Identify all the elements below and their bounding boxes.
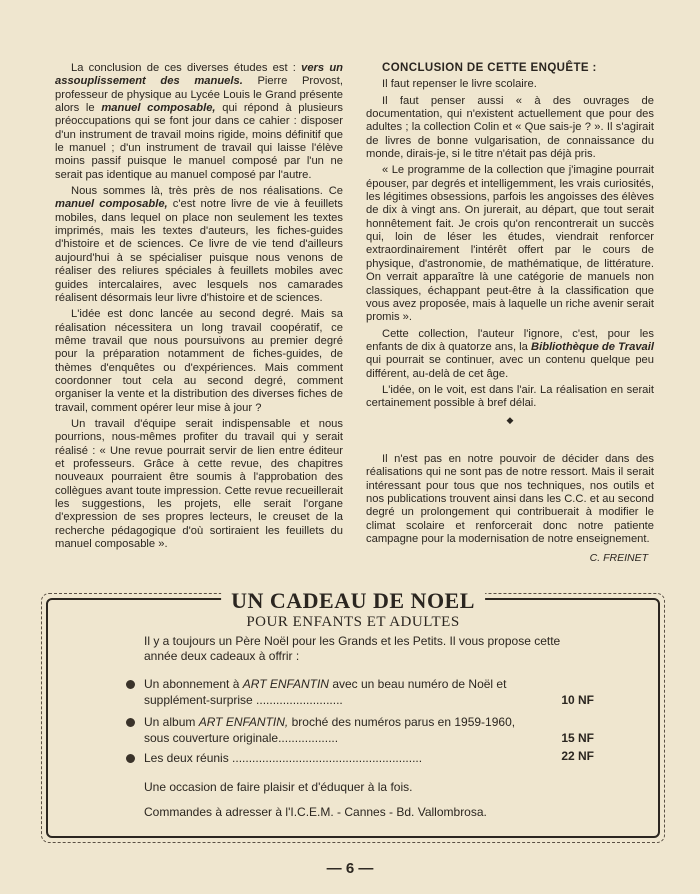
paragraph: L'idée est donc lancée au second degré. Mais sa réalisation nécessitera un long travail coopératif, ce même travail que nous poursuivons au premier degré pour la préparation notamment de fiches-guides, de thèmes d'enquêtes ou d'expériences. Mais comment coordonner tout cela au second degré, comment organiser la vente et la distribution des diverses fiches de travail, comment opérer leur mise à jour ? <box>55 308 343 414</box>
paragraph: Cette collection, l'auteur l'ignore, c'est, pour les enfants de dix à quatorze ans, la Bibliothèque de Travail qui pourrait se continuer, avec un contenu quelque peu différent, au-delà de cet âge. <box>366 327 654 380</box>
right-column <box>366 62 654 566</box>
signature: C. FREINET <box>589 552 648 565</box>
paragraph: Il n'est pas en notre pouvoir de décider dans des réalisations qui ne sont pas de notre ressort. Mais il serait intéressant pour tous que nos techniques, nos outils et nos publications trouvent ainsi dans les C.C. et au second degré un prolongement qui contribuerait à modifier le climat scolaire et renforcerait donc notre patiente campagne pour la modernisation de notre enseignement. <box>366 452 654 545</box>
paragraph: Il faut penser aussi « à des ouvrages de documentation, qui n'existent actuellement que pour des adultes ; la collection Colin et « Que sais-je ? ». Il s'agirait de livres de bonne vulgarisation, de connaissance du monde, dirais-je, si le titre n'était pas déjà pris. <box>366 94 654 161</box>
paragraph: L'idée, on le voit, est dans l'air. La réalisation en serait certainement possible à bref délai. <box>366 383 654 410</box>
bullet-icon <box>126 680 135 689</box>
box-intro: Il y a toujours un Père Noël pour les Grands et les Petits. Il vous propose cette année deux cadeaux à offrir : <box>144 634 561 663</box>
box-title: UN CADEAU DE NOEL <box>221 588 485 614</box>
paragraph: Nous sommes là, très près de nos réalisations. Ce manuel composable, c'est notre livre de vie à feuillets mobiles, dans lequel on place non seulement les textes imprimés, mais les textes d'auteurs, les fiches-guides d'histoire et de sciences. Ce livre de vie tend d'ailleurs aujourd'hui à se spécialiser puisque nous venons de réaliser des reliures spéciales à feuillets mobiles avec guides intercalaires, avec lesquels nos camarades réalisent désormais leur livre d'histoire et de sciences. <box>55 185 343 304</box>
price: 15 NF <box>561 731 594 745</box>
section-heading: CONCLUSION DE CETTE ENQUÊTE : <box>382 62 597 74</box>
gift-announcement-box <box>46 588 660 838</box>
paragraph: « Le programme de la collection que j'imagine pourrait épouser, par degrés et intelligemment, les vrais curiosités, les légitimes obsessions, parfois les angoisses des élèves de dix à vingt ans. On jurerait, au départ, que tout serait honnêtement fait. Je crois qu'on rencontrerait un succès qui, loin de léser les études, viendrait renforcer extraordinairement l'intérêt offert par le cours de physique, d'astronomie, de mathématique, de littérature. On verrait apparaître là une catégorie de manuels non classiques, échappant peut-être à la classification que vous avez proposée, mais à laquelle un riche avenir serait promis ». <box>366 164 654 324</box>
left-column <box>55 62 343 554</box>
price: 22 NF <box>561 749 594 763</box>
bullet-icon <box>126 754 135 763</box>
box-subtitle: POUR ENFANTS ET ADULTES <box>246 614 460 630</box>
offer-item: Un album ART ENFANTIN, broché des numéros parus en 1959-1960, sous couverture originale.................. 15 NF <box>144 714 604 746</box>
paragraph: Un travail d'équipe serait indispensable et nous pourrions, nous-mêmes profiter du travail qui y serait réalisé : « Une revue pourrait servir de lien entre éditeur et professeurs. Grâce à cette revue, des chapitres nouveaux pourraient être soumis à l'approbation des collègues avant toute impression. Cette revue recueillerait les suggestions, les projets, elle serait l'organe d'expression de ses propres lecteurs, le creuset de la recherche pédagogique d'où sortiraient les feuillets du manuel composable ». <box>55 417 343 551</box>
page-number: — 6 — <box>326 860 374 877</box>
paragraph: Il faut repenser le livre scolaire. <box>382 78 537 91</box>
price: 10 NF <box>561 693 594 707</box>
box-closing-line: Une occasion de faire plaisir et d'éduquer à la fois. <box>144 780 413 794</box>
offer-item: Un abonnement à ART ENFANTIN avec un beau numéro de Noël et supplément-surprise .......................... 10 NF <box>144 676 604 708</box>
paragraph: La conclusion de ces diverses études est : vers un assouplissement des manuels. Pierre Provost, professeur de physique au Lycée Louis le Grand présente alors le manuel composable, qui répond à plusieurs préoccupations qui se font jour dans ce cahier : disposer d'un instrument de travail moins rigide, moins définitif que le manuel ; d'un instrument de travail qui laisse l'élève moins passif puisque le manuel composé par l'un ne serait pas identique au manuel composé par l'autre. <box>55 62 344 181</box>
offer-item: Les deux réunis ......................................................... 22 NF <box>144 750 604 766</box>
separator-diamond-icon: ◆ <box>506 414 514 425</box>
bullet-icon <box>126 718 135 727</box>
box-closing-line: Commandes à adresser à l'I.C.E.M. - Cannes - Bd. Vallombrosa. <box>144 805 487 819</box>
